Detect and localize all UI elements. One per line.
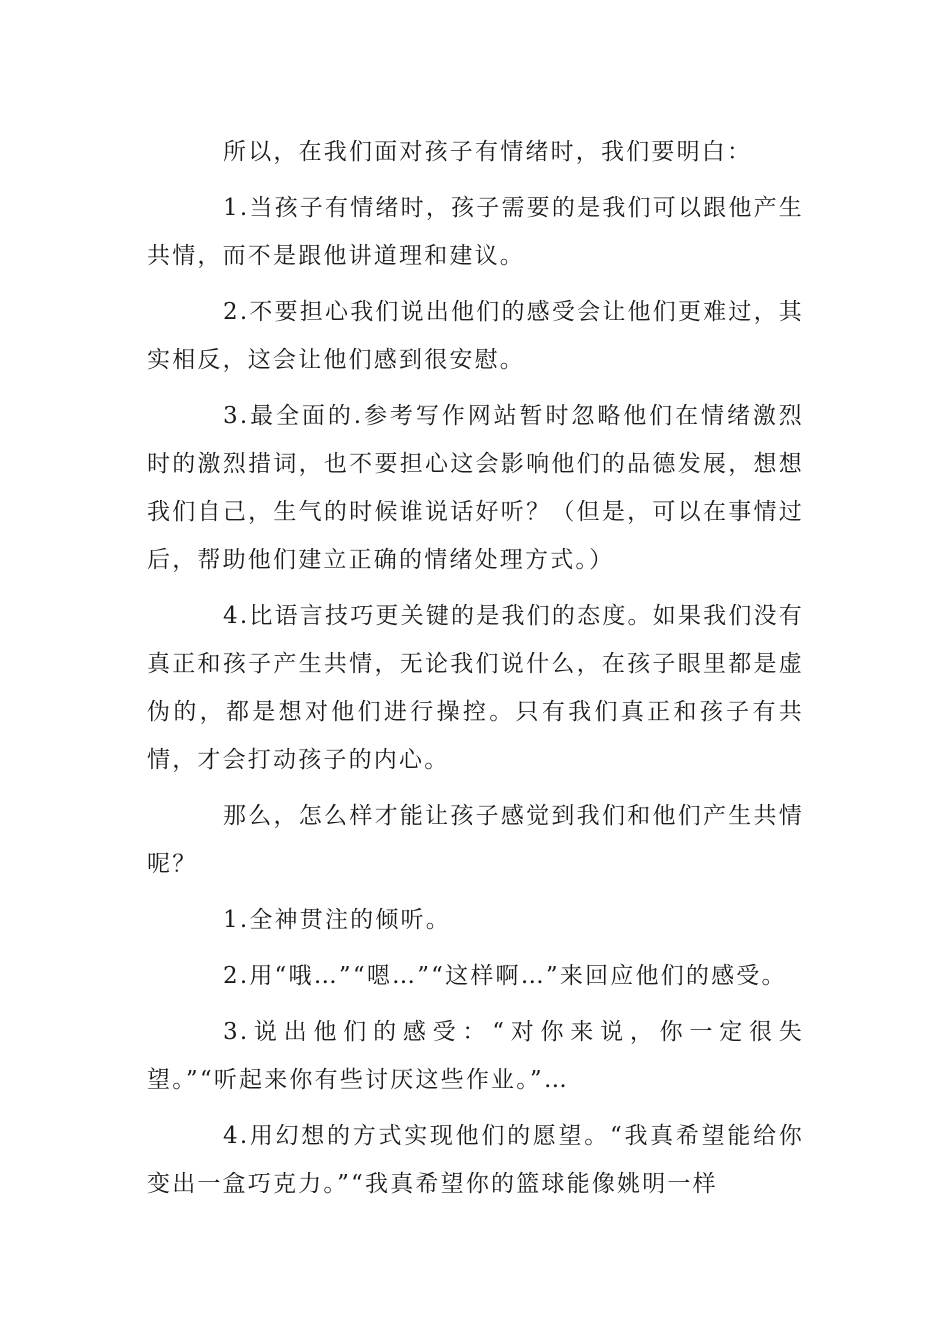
document-body [147,128,804,1208]
paragraph-point-4: 4.比语言技巧更关键的是我们的态度。如果我们没有真正和孩子产生共情，无论我们说什么，在孩子眼里都是虚伪的，都是想对他们进行操控。只有我们真正和孩子有共情，才会打动孩子的内心。 [147,603,804,773]
paragraph-method-2: 2.用“哦…”“嗯…”“这样啊…”来回应他们的感受。 [223,963,787,989]
paragraph-intro: 所以，在我们面对孩子有情绪时，我们要明白： [223,139,753,165]
paragraph-question: 那么，怎么样才能让孩子感觉到我们和他们产生共情呢？ [147,803,804,877]
paragraph-method-1: 1.全神贯注的倾听。 [223,907,451,933]
paragraph-point-2: 2.不要担心我们说出他们的感受会让他们更难过，其实相反，这会让他们感到很安慰。 [147,299,804,373]
paragraph-method-3: 3.说出他们的感受：“对你来说，你一定很失望。”“听起来你有些讨厌这些作业。”… [147,1019,804,1093]
paragraph-point-3: 3.最全面的.参考写作网站暂时忽略他们在情绪激烈时的激烈措词，也不要担心这会影响他们的品德发展，想想我们自己，生气的时候谁说话好听？（但是，可以在事情过后，帮助他们建立正确的情绪处理方式。） [147,403,804,573]
paragraph-method-4: 4.用幻想的方式实现他们的愿望。“我真希望能给你变出一盒巧克力。”“我真希望你的篮球能像姚明一样 [147,1123,804,1197]
paragraph-point-1: 1.当孩子有情绪时，孩子需要的是我们可以跟他产生共情，而不是跟他讲道理和建议。 [147,195,804,269]
